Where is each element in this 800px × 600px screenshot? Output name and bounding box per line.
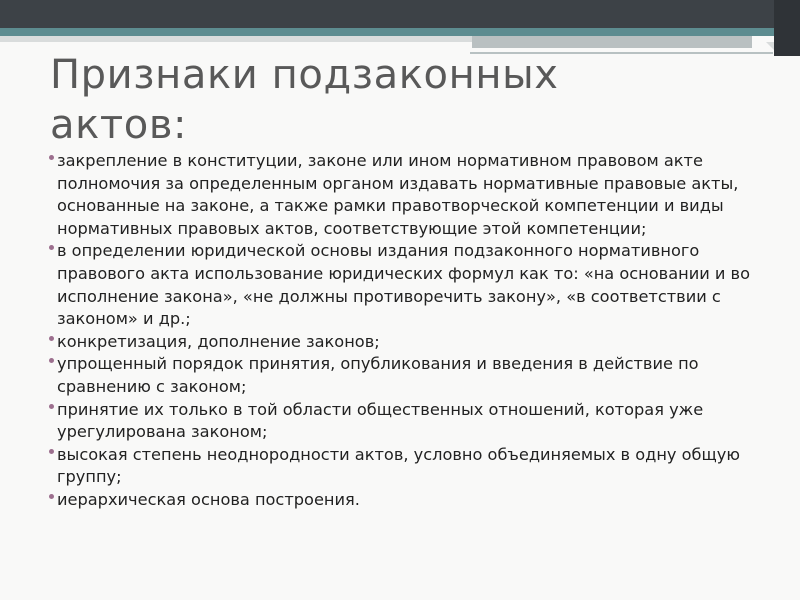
- bullet-dot-icon: [49, 494, 54, 499]
- list-item-text: конкретизация, дополнение законов;: [57, 331, 380, 351]
- list-item: [49, 150, 765, 240]
- list-item: [49, 353, 765, 398]
- bullet-dot-icon: [49, 245, 54, 250]
- bullet-dot-icon: [49, 358, 54, 363]
- corner-notch-decoration: [766, 42, 774, 50]
- header-band-dark: [0, 0, 800, 28]
- list-item-text: высокая степень неоднородности актов, условно объединяемых в одну общую группу;: [57, 444, 740, 487]
- list-item-text: закрепление в конституции, законе или ином нормативном правовом акте полномочия за определенным органом издавать нормативные правовые акты, основанные на законе, а также рамки правотворческой компетенции и виды нормативных правовых актов, соответствующие этой компетенции;: [57, 151, 739, 238]
- list-item: [49, 489, 765, 512]
- list-item: [49, 399, 765, 444]
- bullet-list: [49, 150, 765, 512]
- header-band-teal: [0, 28, 800, 36]
- slide-title: Признаки подзаконных актов:: [50, 52, 559, 148]
- list-item-text: упрощенный порядок принятия, опубликования и введения в действие по сравнению с законом;: [57, 354, 699, 396]
- list-item-text: в определении юридической основы издания подзаконного нормативного правового акта использование юридических формул как то: «на основании и во исполнение закона», «не должны противоречить закону», «в соответствии с законом» и др.;: [57, 241, 751, 329]
- list-item: [49, 240, 765, 330]
- corner-decoration: [774, 0, 800, 56]
- list-item-text: принятие их только в той области общественных отношений, которая уже урегулирована законом;: [57, 399, 704, 442]
- header-band-light: [0, 36, 472, 42]
- bullet-dot-icon: [49, 155, 54, 160]
- list-item-text: иерархическая основа построения.: [57, 489, 360, 509]
- list-item: [49, 444, 765, 489]
- list-item: [49, 331, 765, 354]
- header-band-light-right: [472, 36, 752, 48]
- bullet-dot-icon: [49, 336, 54, 341]
- bullet-dot-icon: [49, 449, 54, 454]
- bullet-dot-icon: [49, 404, 54, 409]
